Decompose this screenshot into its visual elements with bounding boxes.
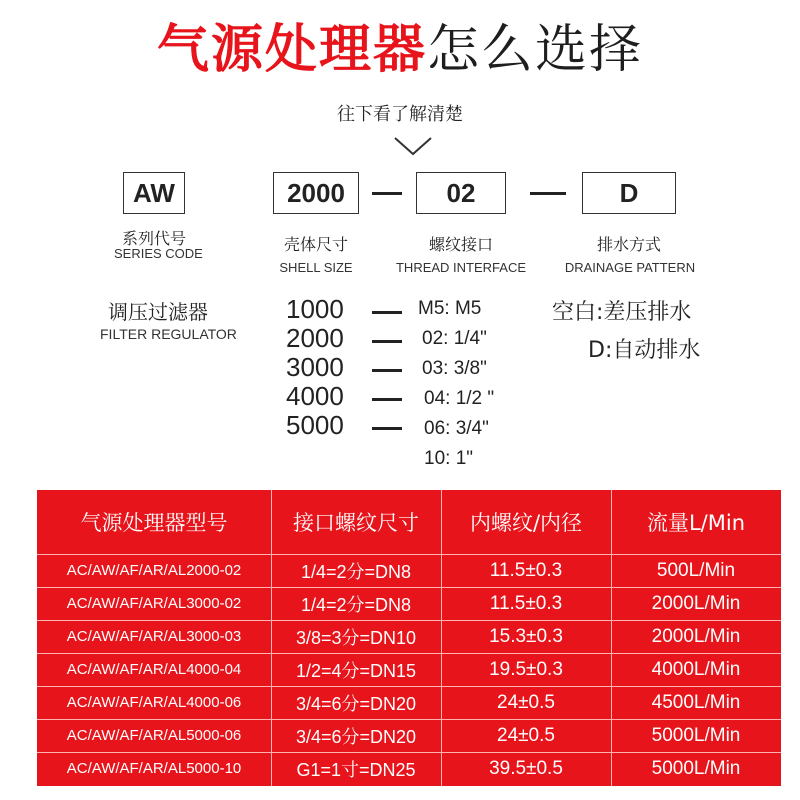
thread-option: 02: 1/4"	[422, 328, 487, 349]
series-code-label-en: SERIES CODE	[114, 246, 203, 261]
table-cell-inner: 24±0.5	[497, 691, 555, 713]
table-cell-model: AC/AW/AF/AR/AL3000-02	[66, 595, 242, 612]
table-row	[37, 554, 781, 587]
page-title-dark: 怎么选择	[427, 20, 644, 80]
filter-regulator-label-en: FILTER REGULATOR	[100, 326, 237, 342]
table-row	[37, 620, 781, 653]
table-cell-inner: 39.5±0.5	[489, 757, 563, 779]
shell-size-option: 1000	[286, 294, 344, 324]
drainage-box: D	[582, 172, 676, 214]
table-cell-model: AC/AW/AF/AR/AL4000-04	[66, 661, 242, 678]
table-cell-model: AC/AW/AF/AR/AL5000-10	[66, 760, 242, 777]
shell-size-option: 5000	[286, 410, 344, 440]
table-row	[37, 719, 781, 752]
series-code-label-cn: 系列代号	[121, 229, 186, 248]
table-cell-thread: 3/8=3分=DN10	[295, 627, 417, 648]
table-cell-thread: 1/2=4分=DN15	[295, 660, 417, 681]
table-cell-inner: 15.3±0.3	[489, 625, 563, 647]
drainage-option-auto: D:自动排水	[588, 338, 701, 363]
shell-size-box: 2000	[273, 172, 359, 214]
table-cell-flow: 4500L/Min	[651, 691, 741, 713]
table-header-flow: 流量L/Min	[646, 511, 746, 535]
drainage-option-blank: 空白:差压排水	[552, 300, 692, 325]
thread-option: 10: 1"	[424, 448, 474, 469]
model-table	[37, 490, 781, 786]
page-title-red: 气源处理器	[156, 20, 427, 80]
table-cell-inner: 24±0.5	[497, 724, 555, 746]
thread-label-en: THREAD INTERFACE	[395, 260, 526, 275]
page-subtitle: 往下看了解清楚	[337, 104, 463, 125]
shell-size-option: 2000	[286, 323, 344, 353]
shell-size-option: 3000	[286, 352, 344, 382]
table-row	[37, 752, 781, 785]
table-header-inner: 内螺纹/内径	[469, 511, 583, 535]
thread-option: 04: 1/2 "	[424, 388, 495, 409]
page-title	[0, 14, 800, 86]
table-header-model: 气源处理器型号	[80, 511, 228, 535]
table-cell-flow: 5000L/Min	[651, 757, 741, 779]
shell-size-label-cn: 壳体尺寸	[283, 235, 348, 254]
drainage-label-cn: 排水方式	[596, 235, 661, 254]
shell-size-option: 4000	[286, 381, 344, 411]
series-code-box: AW	[123, 172, 185, 214]
table-row	[37, 653, 781, 686]
table-cell-thread: G1=1寸=DN25	[296, 759, 416, 780]
table-cell-thread: 1/4=2分=DN8	[300, 594, 412, 615]
thread-label-cn: 螺纹接口	[428, 235, 493, 254]
table-cell-inner: 19.5±0.3	[489, 658, 563, 680]
option-dash	[372, 369, 402, 372]
thread-option: 06: 3/4"	[424, 418, 489, 439]
separator-dash	[372, 192, 402, 195]
table-cell-flow: 2000L/Min	[651, 625, 741, 647]
table-cell-inner: 11.5±0.3	[489, 592, 563, 614]
option-dash	[372, 311, 402, 314]
table-cell-flow: 500L/Min	[656, 559, 736, 581]
table-cell-model: AC/AW/AF/AR/AL4000-06	[66, 694, 242, 711]
table-header-thread: 接口螺纹尺寸	[293, 511, 419, 535]
table-cell-flow: 5000L/Min	[651, 724, 741, 746]
table-cell-model: AC/AW/AF/AR/AL5000-06	[66, 727, 242, 744]
table-row	[37, 587, 781, 620]
thread-box: 02	[416, 172, 506, 214]
table-cell-model: AC/AW/AF/AR/AL2000-02	[66, 562, 242, 579]
option-dash	[372, 427, 402, 430]
table-row	[37, 686, 781, 719]
table-cell-flow: 4000L/Min	[651, 658, 741, 680]
table-cell-thread: 3/4=6分=DN20	[295, 693, 417, 714]
shell-size-label-en: SHELL SIZE	[279, 260, 353, 275]
table-cell-thread: 1/4=2分=DN8	[300, 561, 412, 582]
thread-option: M5: M5	[418, 298, 482, 319]
separator-dash	[530, 192, 566, 195]
option-dash	[372, 398, 402, 401]
table-cell-thread: 3/4=6分=DN20	[295, 726, 417, 747]
table-cell-flow: 2000L/Min	[651, 592, 741, 614]
thread-option: 03: 3/8"	[422, 358, 487, 379]
filter-regulator-label-cn: 调压过滤器	[108, 300, 208, 324]
option-dash	[372, 340, 402, 343]
chevron-down-icon	[393, 136, 433, 162]
drainage-label-en: DRAINAGE PATTERN	[564, 260, 696, 275]
table-cell-model: AC/AW/AF/AR/AL3000-03	[66, 628, 242, 645]
table-cell-inner: 11.5±0.3	[489, 559, 563, 581]
